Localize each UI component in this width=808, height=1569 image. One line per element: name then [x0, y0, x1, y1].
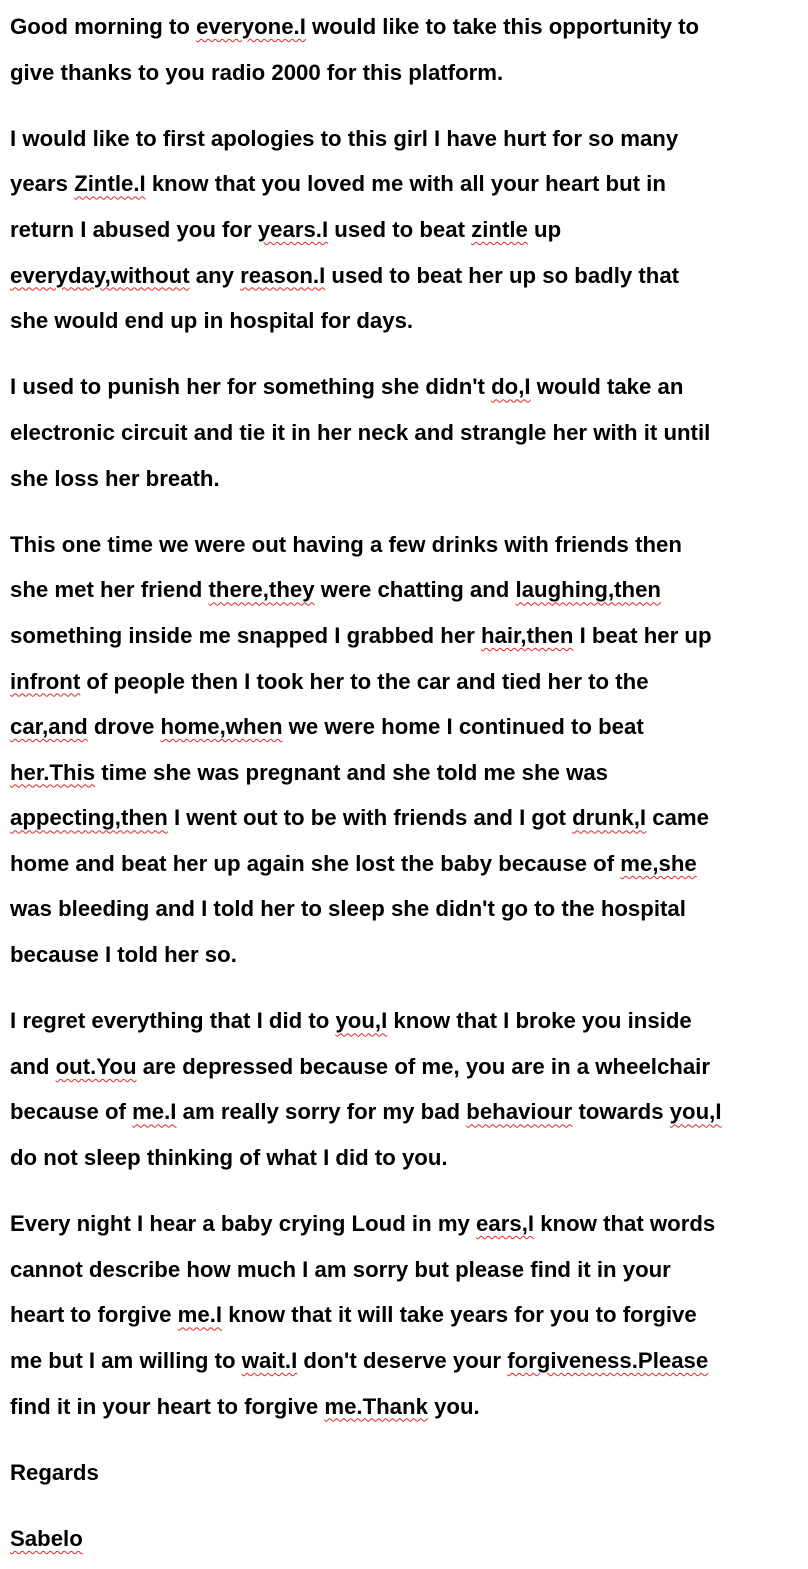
text-run: was bleeding and I told her to sleep she didn't go to the hospital [10, 896, 686, 922]
text-line [10, 932, 800, 978]
text-line [10, 704, 800, 750]
text-run: do not sleep thinking of what I did to you. [10, 1145, 448, 1171]
text-run: cannot describe how much I am sorry but please find it in your [10, 1256, 671, 1282]
text-run: towards [572, 1099, 670, 1125]
text-line [10, 1292, 800, 1338]
text-line [10, 750, 800, 796]
misspelled-word: you,I [335, 1008, 388, 1034]
text-line [10, 659, 800, 705]
paragraph-spacing [10, 501, 800, 522]
text-run: I beat her up [573, 622, 712, 648]
text-run: you. [427, 1393, 480, 1419]
text-run: know that you loved me with all your heart but in [145, 171, 666, 197]
misspelled-word: car,and [10, 714, 88, 740]
text-run: find it in your heart to forgive [10, 1393, 325, 1419]
paragraph [10, 998, 800, 1180]
text-run: Every night I hear a baby crying Loud in my [10, 1211, 477, 1237]
misspelled-word: there,they [208, 577, 315, 603]
text-line [10, 886, 800, 932]
text-line [10, 1450, 800, 1496]
text-run: any [189, 262, 241, 288]
text-line [10, 1247, 800, 1293]
text-line [10, 1384, 800, 1430]
misspelled-word: her.This [10, 759, 96, 785]
text-run: return I abused you for [10, 216, 258, 242]
text-run: of people then I took her to the car and tied her to the [80, 668, 649, 694]
text-run: I would like to first apologies to this girl I have hurt for so many [10, 125, 679, 151]
text-line [10, 841, 800, 887]
misspelled-word: you,I [669, 1099, 722, 1125]
document-body [10, 4, 800, 1562]
text-line [10, 567, 800, 613]
text-line [10, 1044, 800, 1090]
paragraph-spacing [10, 1429, 800, 1450]
text-run: don't deserve your [297, 1348, 508, 1373]
text-line [10, 116, 800, 162]
text-run: used to beat [328, 216, 472, 242]
paragraph [10, 364, 800, 501]
text-run: I went out to be with friends and I got [167, 805, 573, 831]
text-run: time she was pregnant and she told me she was [95, 759, 609, 785]
misspelled-word: drunk,I [572, 805, 647, 831]
misspelled-word: infront [10, 668, 81, 694]
misspelled-word: me,she [620, 850, 697, 876]
text-run: she loss her breath. [10, 465, 220, 491]
text-line [10, 298, 800, 344]
misspelled-word: do,I [491, 374, 531, 400]
text-line [10, 998, 800, 1044]
text-run: and [10, 1053, 56, 1079]
text-line [10, 1201, 800, 1247]
misspelled-word: wait.I [241, 1348, 298, 1373]
paragraph [10, 116, 800, 344]
text-run: Good morning to [10, 14, 197, 39]
text-line [10, 253, 800, 299]
text-run: were chatting and [314, 577, 516, 603]
misspelled-word: everyday,without [10, 262, 190, 288]
misspelled-word: appecting,then [10, 805, 168, 831]
text-line [10, 522, 800, 568]
misspelled-word: zintle [471, 216, 528, 242]
text-line [10, 613, 800, 659]
text-run: heart to forgive [10, 1302, 178, 1328]
text-line [10, 1135, 800, 1181]
text-run: because I told her so. [10, 942, 237, 968]
text-line [10, 50, 800, 96]
text-line [10, 456, 800, 502]
text-line [10, 1338, 800, 1384]
text-line [10, 1516, 800, 1562]
misspelled-word: out.You [55, 1053, 137, 1079]
paragraph-spacing [10, 95, 800, 116]
text-line [10, 410, 800, 456]
misspelled-word: me.I [132, 1099, 177, 1125]
misspelled-word: behaviour [466, 1099, 573, 1125]
text-run: give thanks to you radio 2000 for this platform. [10, 59, 504, 85]
text-line [10, 4, 800, 50]
text-run: she would end up in hospital for days. [10, 308, 414, 334]
text-run: know that I broke you inside [387, 1008, 692, 1034]
misspelled-word: Sabelo [10, 1525, 83, 1551]
text-line [10, 795, 800, 841]
misspelled-word: ears,I [476, 1211, 535, 1237]
text-run: I used to punish her for something she didn't [10, 374, 492, 400]
paragraph [10, 4, 800, 95]
paragraph-spacing [10, 978, 800, 999]
paragraph-spacing [10, 1495, 800, 1516]
text-line [10, 207, 800, 253]
misspelled-word: years.I [257, 216, 329, 242]
text-line [10, 364, 800, 410]
misspelled-word: me.I [177, 1302, 223, 1328]
paragraph [10, 1516, 800, 1562]
misspelled-word: hair,then [480, 622, 574, 648]
text-line [10, 1089, 800, 1135]
text-run: me but I am willing to [10, 1348, 242, 1373]
paragraph [10, 1201, 800, 1429]
text-run: I regret everything that I did to [10, 1008, 336, 1034]
misspelled-word: everyone.I [196, 14, 306, 39]
paragraph-spacing [10, 1181, 800, 1202]
text-run: electronic circuit and tie it in her neck and strangle her with it until [10, 419, 711, 445]
text-run: because of [10, 1099, 133, 1125]
text-run: up [527, 216, 562, 242]
misspelled-word: me.Thank [324, 1393, 428, 1419]
text-run: This one time we were out having a few drinks with friends then [10, 531, 682, 557]
text-run: home and beat her up again she lost the baby because of [10, 850, 621, 876]
text-run: came [646, 805, 709, 831]
text-run: would take an [530, 374, 684, 400]
paragraph [10, 1450, 800, 1496]
text-run: Regards [10, 1459, 99, 1485]
text-run: something inside me snapped I grabbed her [10, 622, 481, 648]
text-run: years [10, 171, 75, 197]
text-run: are depressed because of me, you are in a wheelchair [136, 1053, 710, 1079]
text-run: we were home I continued to beat [282, 714, 644, 740]
text-run: know that words [534, 1211, 716, 1237]
text-run: know that it will take years for you to forgive [222, 1302, 697, 1328]
text-run: would like to take this opportunity to [305, 14, 700, 39]
text-run: used to beat her up so badly that [325, 262, 680, 288]
misspelled-word: laughing,then [515, 577, 661, 603]
text-line [10, 161, 800, 207]
text-run: am really sorry for my bad [176, 1099, 467, 1125]
text-run: drove [87, 714, 161, 740]
paragraph [10, 522, 800, 978]
paragraph-spacing [10, 344, 800, 365]
misspelled-word: forgiveness.Please [507, 1348, 709, 1373]
text-run: she met her friend [10, 577, 209, 603]
misspelled-word: reason.I [240, 262, 326, 288]
misspelled-word: Zintle.I [74, 171, 146, 197]
misspelled-word: home,when [160, 714, 283, 740]
